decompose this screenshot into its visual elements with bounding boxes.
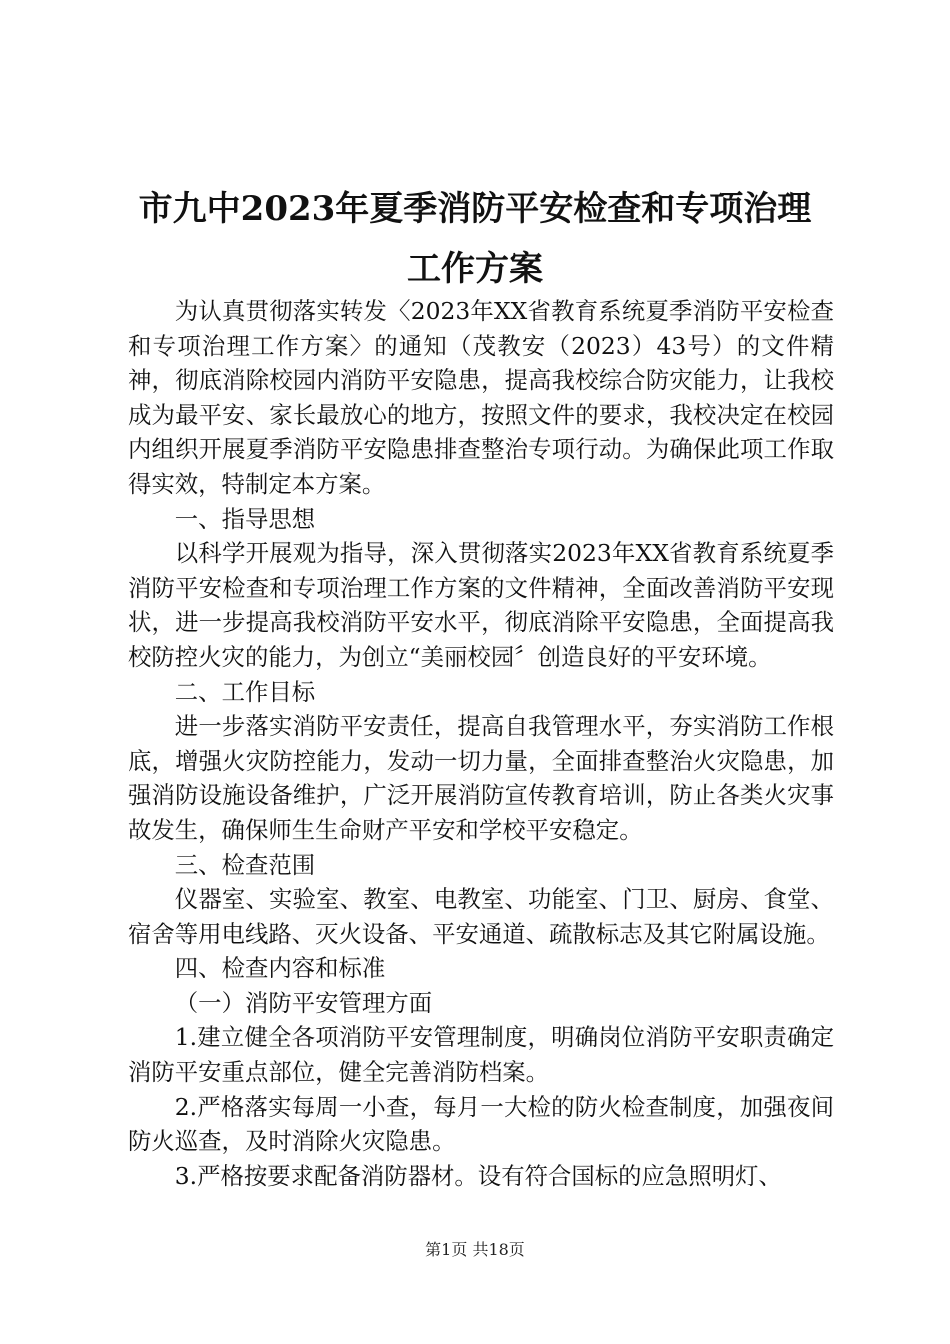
section-heading-inspection-content: 四、检查内容和标准 [174,954,386,983]
list-item-1: 1.建立健全各项消防平安管理制度，明确岗位消防平安职责确定消防平安重点部位，健全完善消防档案。 [128,1023,834,1087]
list-item-2: 2.严格落实每周一小查，每月一大检的防火检查制度，加强夜间防火巡查，及时消除火灾隐患。 [128,1092,834,1156]
section-heading-inspection-scope: 三、检查范围 [174,850,316,879]
document-body [128,294,834,1193]
paragraph-inspection-scope: 仪器室、实验室、教室、电教室、功能室、门卫、厨房、食堂、宿舍等用电线路、灭火设备、平安通道、疏散标志及其它附属设施。 [128,885,834,948]
section-heading-guiding-ideology: 一、指导思想 [174,504,316,533]
document-title-line-2: 工作方案 [407,249,543,289]
paragraph-work-goals: 进一步落实消防平安责任，提高自我管理水平，夯实消防工作根底，增强火灾防控能力，发动一切力量，全面排查整治火灾隐患，加强消防设施设备维护，广泛开展消防宣传教育培训，防止各类火灾事故发生，确保师生生命财产平安和学校平安稳定。 [128,712,834,844]
document-title-line-1: 市九中2023年夏季消防平安检查和专项治理 [138,189,812,229]
intro-paragraph: 为认真贯彻落实转发〈2023年XX省教育系统夏季消防平安检查和专项治理工作方案〉的通知（茂教安（2023）43号）的文件精神，彻底消除校园内消防平安隐患，提高我校综合防灾能力，让我校成为最平安、家长最放心的地方，按照文件的要求，我校决定在校园内组织开展夏季消防平安隐患排查整治专项行动。为确保此项工作取得实效，特制定本方案。 [128,297,834,498]
section-heading-work-goals: 二、工作目标 [174,677,316,706]
subsection-heading-management: （一）消防平安管理方面 [174,988,433,1017]
page-footer: 第1页 共18页 [425,1240,525,1259]
list-item-3: 3.严格按要求配备消防器材。设有符合国标的应急照明灯、 [174,1161,782,1190]
paragraph-guiding-ideology: 以科学开展观为指导，深入贯彻落实2023年XX省教育系统夏季消防平安检查和专项治理工作方案的文件精神，全面改善消防平安现状，进一步提高我校消防平安水平，彻底消除平安隐患，全面提高我校防控火灾的能力，为创立“美丽校园〞创造良好的平安环境。 [128,539,834,671]
